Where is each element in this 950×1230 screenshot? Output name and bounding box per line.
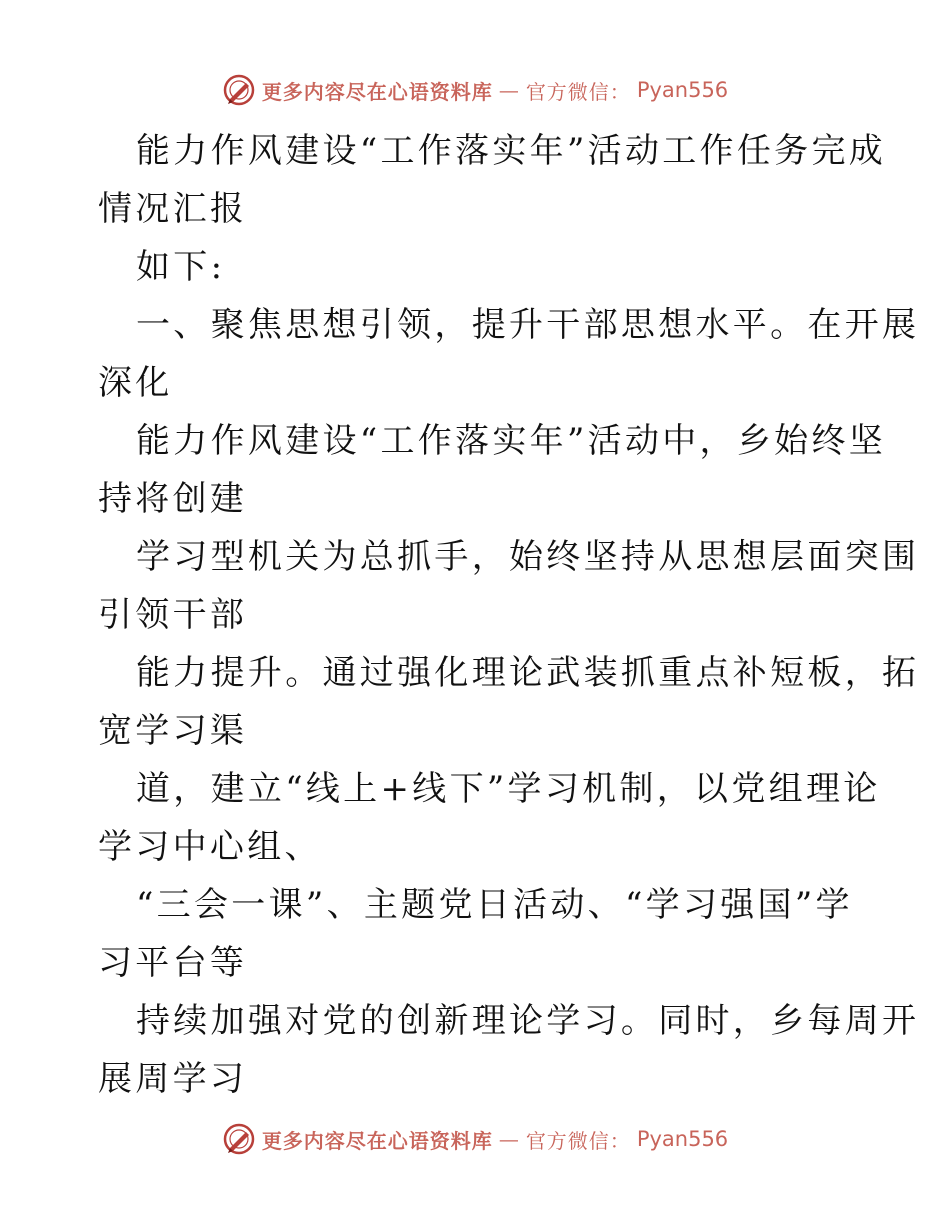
footer-watermark: [0, 1117, 950, 1161]
pen-logo-icon: [222, 1122, 256, 1156]
watermark-brand: 更多内容尽在心语资料库: [261, 79, 493, 104]
text-line: 能力作风建设“工作落实年”活动工作任务完成: [136, 131, 887, 171]
text-line: “三会一课”、主题党日活动、“学习强国”学: [136, 885, 853, 925]
text-line: 能力作风建设“工作落实年”活动中，乡始终坚: [136, 421, 887, 461]
watermark-id: Pyan556: [636, 78, 729, 102]
watermark-separator: —: [498, 78, 520, 102]
header-watermark: [0, 68, 950, 112]
text-line: 学习中心组、: [98, 827, 322, 867]
watermark-label: 官方微信：: [525, 1128, 631, 1153]
watermark-id: Pyan556: [636, 1127, 729, 1151]
document-body: [98, 122, 920, 1108]
watermark-brand: 更多内容尽在心语资料库: [261, 1128, 493, 1153]
watermark-label: 官方微信：: [525, 79, 631, 104]
text-line: 情况汇报: [98, 189, 248, 229]
text-line: 道，建立“线上+线下”学习机制，以党组理论: [136, 769, 881, 809]
text-line: 持续加强对党的创新理论学习。同时，乡每周开: [136, 1001, 920, 1041]
text-line: 一、聚焦思想引领，提升干部思想水平。在开展: [136, 305, 920, 345]
text-line: 学习型机关为总抓手，始终坚持从思想层面突围: [136, 537, 920, 577]
text-line: 能力提升。通过强化理论武装抓重点补短板，拓: [136, 653, 920, 693]
text-line: 如下:: [136, 247, 226, 287]
text-line: 展周学习: [98, 1059, 248, 1099]
text-line: 持将创建: [98, 479, 248, 519]
text-line: 习平台等: [98, 943, 248, 983]
text-line: 宽学习渠: [98, 711, 248, 751]
watermark-separator: —: [498, 1127, 520, 1151]
pen-logo-icon: [222, 73, 256, 107]
text-line: 深化: [98, 363, 173, 403]
text-line: 引领干部: [98, 595, 248, 635]
